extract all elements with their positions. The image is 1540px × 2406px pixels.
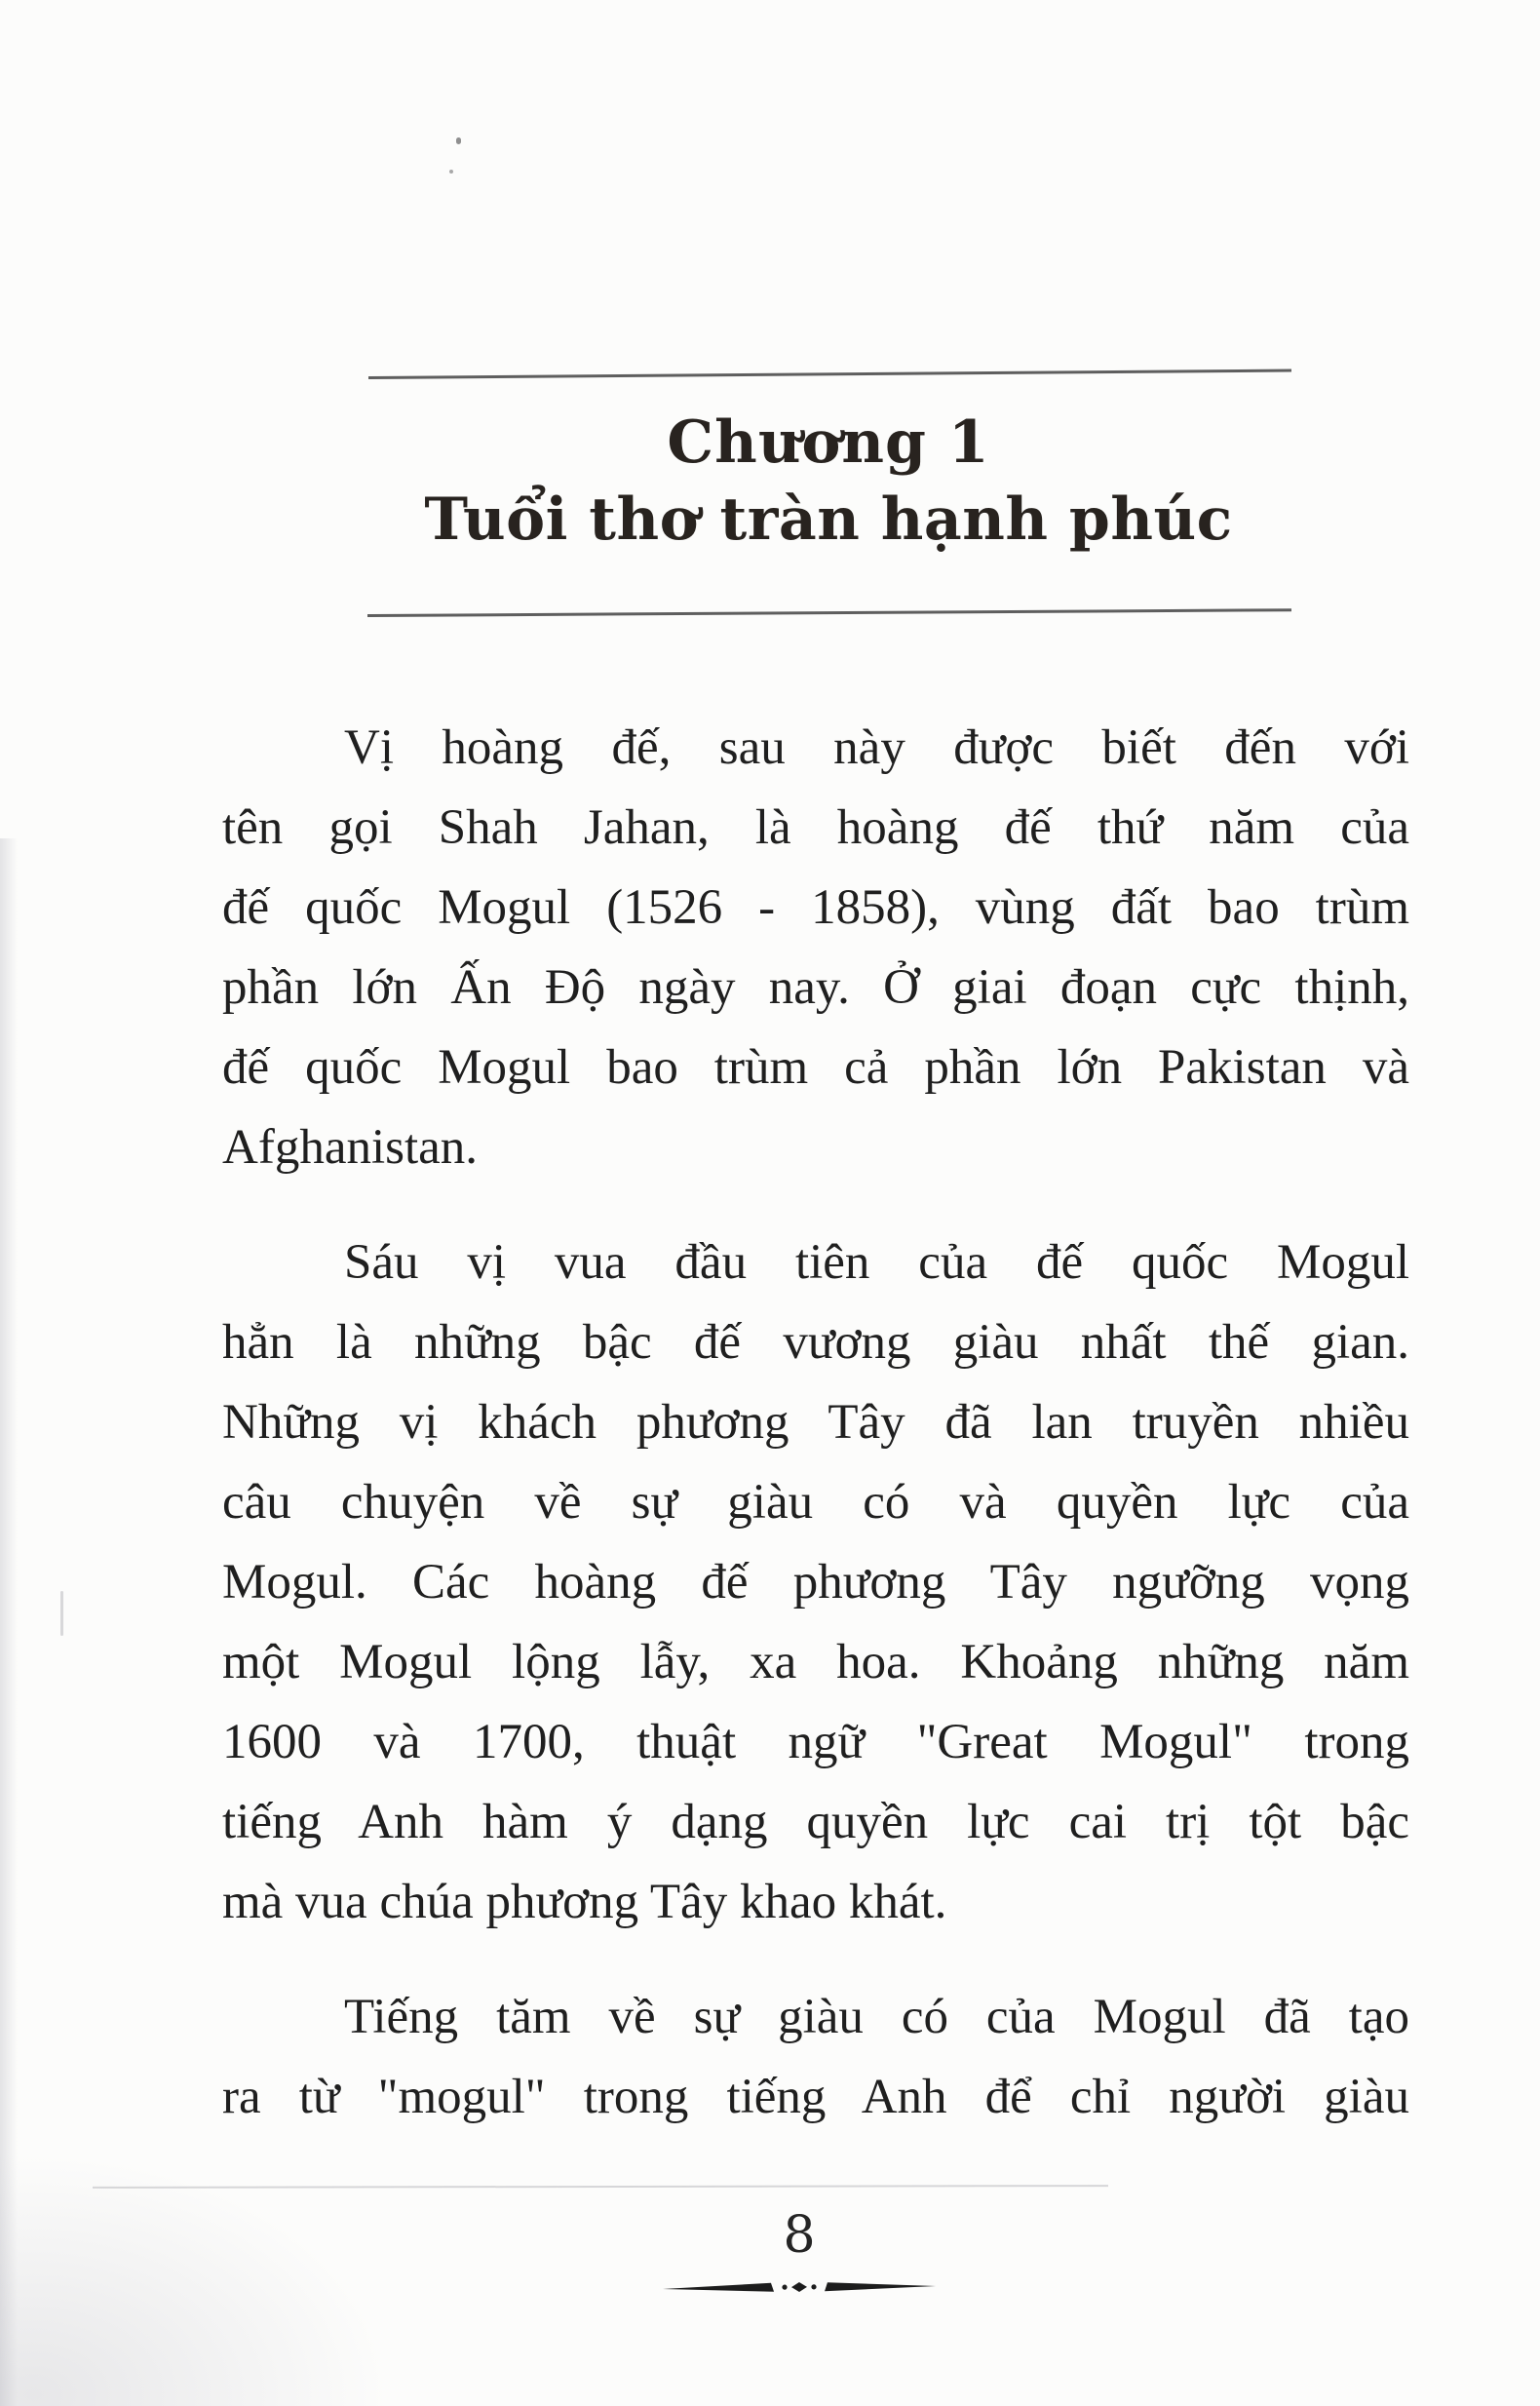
divider-line-top: [368, 369, 1291, 379]
scan-edge-shading: [0, 838, 18, 2406]
scan-artifact-dash: [60, 1591, 63, 1636]
chapter-number: Chương 1: [667, 408, 990, 477]
text-line: Tiếng tăm về sự giàu có của Mogul đã tạo: [344, 1990, 1409, 2044]
chapter-heading: [292, 404, 1365, 558]
text-line: hẳn là những bậc đế vương giàu nhất thế gian.: [222, 1315, 1409, 1370]
text-line: ra từ "mogul" trong tiếng Anh để chỉ người giàu: [222, 2070, 1409, 2124]
body-paragraph: [222, 1222, 1409, 1942]
text-line: Mogul. Các hoàng đế phương Tây ngưỡng vọng: [222, 1555, 1409, 1610]
text-line: Vị hoàng đế, sau này được biết đến với: [344, 720, 1409, 775]
page-number: 8: [783, 2206, 816, 2265]
text-line: Afghanistan.: [222, 1120, 479, 1175]
scan-speck: [449, 170, 453, 174]
chapter-title: Tuổi thơ tràn hạnh phúc: [424, 485, 1233, 554]
text-line: Những vị khách phương Tây đã lan truyền nhiều: [222, 1395, 1409, 1450]
text-line: 1600 và 1700, thuật ngữ "Great Mogul" trong: [222, 1715, 1409, 1769]
text-line: đế quốc Mogul (1526 - 1858), vùng đất bao trùm: [222, 880, 1409, 935]
text-line: Sáu vị vua đầu tiên của đế quốc Mogul: [344, 1235, 1409, 1290]
text-line: mà vua chúa phương Tây khao khát.: [222, 1875, 947, 1929]
body-text: [222, 708, 1409, 2172]
scan-speck: [456, 137, 461, 144]
text-line: câu chuyện về sự giàu có và quyền lực của: [222, 1475, 1409, 1530]
body-paragraph: [222, 1977, 1409, 2137]
text-line: đế quốc Mogul bao trùm cả phần lớn Pakistan và: [222, 1040, 1409, 1095]
body-paragraph: [222, 708, 1409, 1187]
ornament-divider-icon: [663, 2278, 936, 2297]
divider-line-bottom: [367, 608, 1291, 616]
text-line: phần lớn Ấn Độ ngày nay. Ở giai đoạn cực thịnh,: [222, 960, 1409, 1015]
text-line: tiếng Anh hàm ý dạng quyền lực cai trị tột bậc: [222, 1795, 1409, 1849]
scan-shadow-line: [93, 2185, 1108, 2189]
text-line: một Mogul lộng lẫy, xa hoa. Khoảng những năm: [222, 1635, 1409, 1689]
scan-corner-shading: [0, 2133, 419, 2406]
text-line: tên gọi Shah Jahan, là hoàng đế thứ năm của: [222, 800, 1409, 855]
